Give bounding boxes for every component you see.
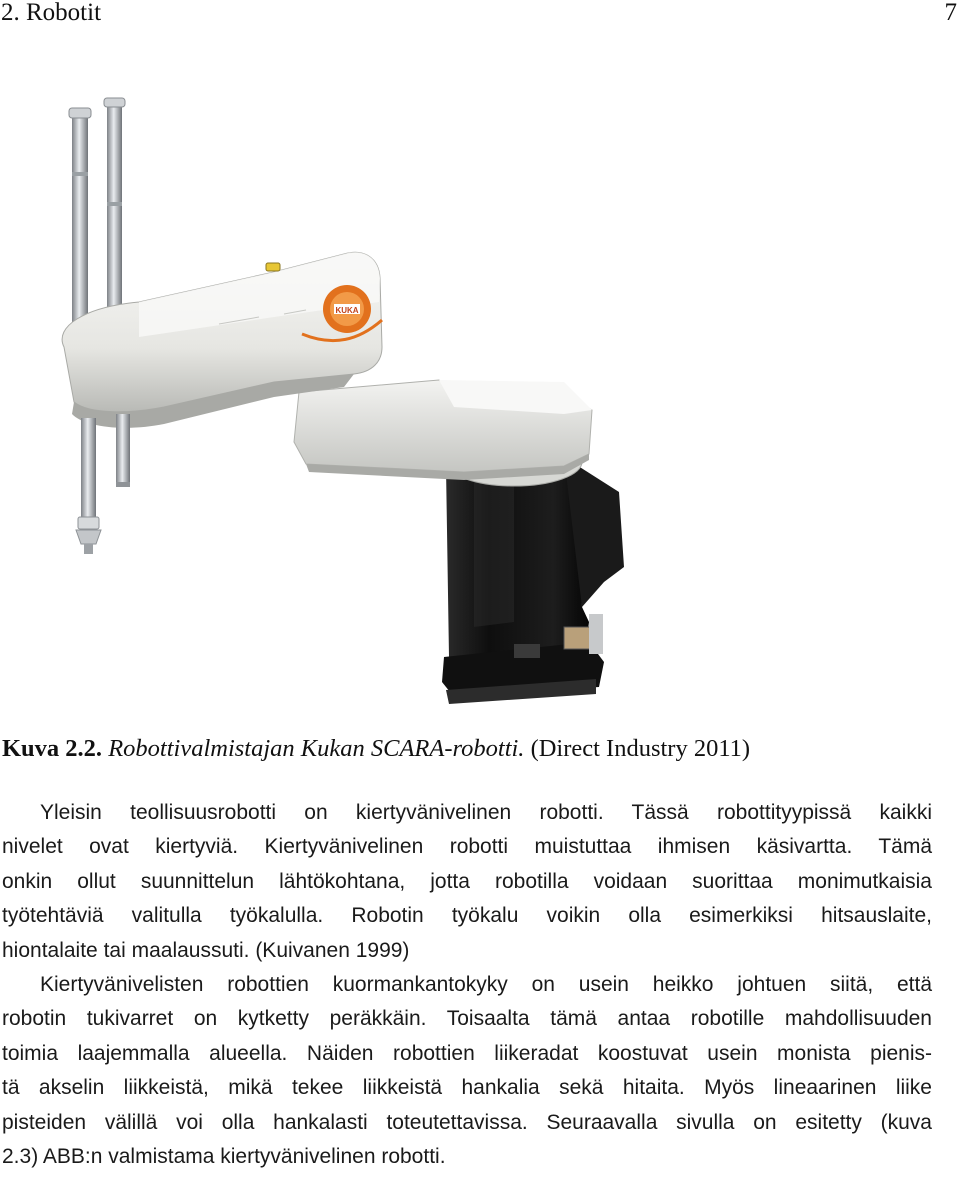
paragraph-line: 2.3) ABB:n valmistama kiertyvänivelinen robotti. — [2, 1145, 446, 1169]
caption-label: Kuva 2.2. — [2, 735, 103, 762]
paragraph-line: toimia laajemmalla alueella. Näiden robottien liikeradat koostuvat usein monista pienis- — [2, 1041, 932, 1065]
paragraph-line: onkin ollut suunnittelun lähtökohtana, jotta robotilla voidaan suorittaa monimutkaisia — [2, 869, 932, 893]
paragraph-line: tä akselin liikkeistä, mikä tekee liikkeistä hankalia sekä hitaita. Myös lineaarinen liike — [2, 1076, 932, 1100]
caption-source: (Direct Industry 2011) — [530, 735, 751, 762]
robot-base — [442, 457, 624, 704]
paragraph-line: työtehtäviä valitulla työkalulla. Robotin työkalu voikin olla esimerkiksi hitsauslaite, — [2, 904, 932, 928]
paragraph-line: hiontalaite tai maalaussuti. (Kuivanen 1999) — [2, 938, 410, 962]
caption-title: Robottivalmistajan Kukan SCARA-robotti. — [108, 735, 525, 762]
body-text — [2, 796, 932, 1174]
paragraph-line: Yleisin teollisuusrobotti on kiertyvänivelinen robotti. Tässä robottityypissä kaikki — [40, 801, 932, 824]
page-number: 7 — [944, 0, 957, 26]
robot-arm-2 — [294, 380, 592, 480]
paragraph-line: Kiertyvänivelisten robottien kuormankantokyky on usein heikko johtuen siitä, että — [40, 973, 932, 997]
paragraph-line: pisteiden välillä voi olla hankalasti toteutettavissa. Seuraavalla sivulla on esitetty (kuva — [2, 1110, 932, 1134]
tool-flange — [76, 414, 130, 554]
chapter-title: 2. Robotit — [1, 0, 102, 26]
scara-robot-image — [44, 62, 684, 712]
robot-logo-text: KUKA — [335, 306, 359, 315]
paragraph-line: robotin tukivarret on kytketty peräkkäin. Toisaalta tämä antaa robotille mahdollisuuden — [2, 1007, 932, 1031]
paragraph-line: nivelet ovat kiertyviä. Kiertyvänivelinen robotti muistuttaa ihmisen käsivartta. Tämä — [2, 835, 932, 859]
page-header — [0, 0, 960, 34]
figure-caption — [2, 733, 750, 765]
robot-figure — [44, 62, 684, 712]
